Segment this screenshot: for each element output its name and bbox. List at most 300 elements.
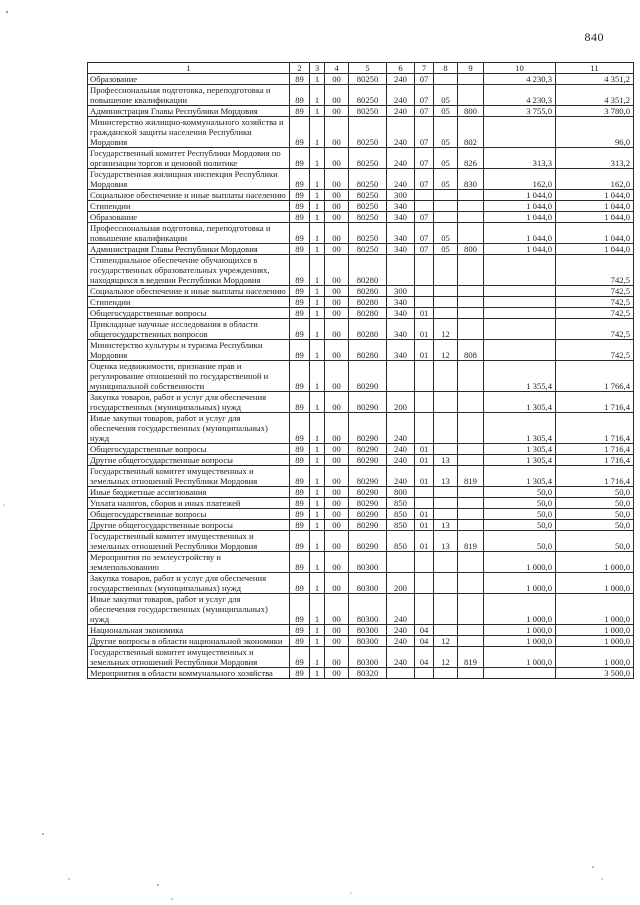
table-cell: 240 [387, 594, 415, 625]
table-cell: 05 [434, 85, 458, 106]
table-cell [484, 308, 556, 319]
table-cell: 00 [325, 573, 349, 594]
table-cell [458, 594, 484, 625]
table-cell: 50,0 [484, 509, 556, 520]
table-cell: 1 000,0 [556, 636, 634, 647]
row-name-cell: Профессиональная подготовка, переподготовка и повышение квалификации [88, 223, 290, 244]
table-cell: 1 [310, 625, 325, 636]
table-cell: 1 [310, 636, 325, 647]
table-cell: 162,0 [556, 169, 634, 190]
table-cell [387, 255, 415, 286]
table-cell: 1 000,0 [484, 647, 556, 668]
table-cell: 4 230,3 [484, 85, 556, 106]
table-cell: 89 [290, 668, 310, 679]
table-cell: 1 044,0 [556, 201, 634, 212]
table-cell [458, 286, 484, 297]
row-name-cell: Администрация Главы Республики Мордовия [88, 244, 290, 255]
table-cell: 1 000,0 [484, 552, 556, 573]
table-cell: 00 [325, 552, 349, 573]
table-cell [387, 668, 415, 679]
table-row [88, 308, 634, 319]
table-cell: 89 [290, 190, 310, 201]
table-cell: 00 [325, 444, 349, 455]
table-cell [434, 552, 458, 573]
table-cell [458, 74, 484, 85]
table-cell: 313,3 [484, 148, 556, 169]
table-cell: 850 [387, 498, 415, 509]
table-cell: 89 [290, 647, 310, 668]
table-row [88, 625, 634, 636]
table-cell: 1 [310, 319, 325, 340]
table-cell: 50,0 [484, 531, 556, 552]
table-cell: 1 000,0 [556, 594, 634, 625]
table-row [88, 361, 634, 392]
table-cell: 05 [434, 117, 458, 148]
table-cell: 80320 [349, 668, 387, 679]
table-cell: 80250 [349, 201, 387, 212]
table-cell: 00 [325, 466, 349, 487]
table-row [88, 201, 634, 212]
table-cell: 1 044,0 [556, 190, 634, 201]
table-cell: 01 [415, 455, 434, 466]
table-cell: 1 [310, 531, 325, 552]
table-cell [458, 297, 484, 308]
table-cell: 89 [290, 552, 310, 573]
table-row [88, 106, 634, 117]
row-name-cell: Другие общегосударственные вопросы [88, 455, 290, 466]
table-cell: 240 [387, 625, 415, 636]
table-row [88, 74, 634, 85]
table-cell: 240 [387, 117, 415, 148]
table-cell: 12 [434, 636, 458, 647]
table-cell: 00 [325, 668, 349, 679]
row-name-cell: Другие вопросы в области национальной экономики [88, 636, 290, 647]
row-name-cell: Иные закупки товаров, работ и услуг для обеспечения государственных (муниципальных) нужд [88, 413, 290, 444]
table-cell: 240 [387, 74, 415, 85]
row-name-cell: Иные закупки товаров, работ и услуг для обеспечения государственных (муниципальных) нужд [88, 594, 290, 625]
row-name-cell: Общегосударственные вопросы [88, 509, 290, 520]
table-cell [415, 361, 434, 392]
table-cell: 00 [325, 361, 349, 392]
table-cell: 340 [387, 297, 415, 308]
table-cell: 1 000,0 [484, 594, 556, 625]
row-name-cell: Государственный комитет имущественных и земельных отношений Республики Мордовия [88, 647, 290, 668]
table-cell: 800 [387, 487, 415, 498]
table-cell: 12 [434, 647, 458, 668]
table-cell: 01 [415, 509, 434, 520]
table-cell: 1 716,4 [556, 413, 634, 444]
table-cell: 819 [458, 647, 484, 668]
table-row [88, 392, 634, 413]
table-cell: 1 716,4 [556, 392, 634, 413]
table-cell [458, 573, 484, 594]
table-cell [434, 413, 458, 444]
table-cell: 1 716,4 [556, 466, 634, 487]
page-number: 840 [584, 30, 604, 44]
table-cell: 80290 [349, 413, 387, 444]
table-cell: 00 [325, 190, 349, 201]
row-name-cell: Стипендии [88, 201, 290, 212]
table-row [88, 85, 634, 106]
table-cell: 00 [325, 212, 349, 223]
table-cell: 89 [290, 223, 310, 244]
table-cell [458, 444, 484, 455]
table-row [88, 212, 634, 223]
table-cell: 80300 [349, 594, 387, 625]
table-cell [458, 636, 484, 647]
row-name-cell: Стипендиальное обеспечение обучающихся в государственных образовательных учреждениях, находящихся в ведении Республики Мордовия [88, 255, 290, 286]
table-cell: 89 [290, 297, 310, 308]
table-cell: 80250 [349, 169, 387, 190]
table-cell: 89 [290, 361, 310, 392]
table-cell: 1 [310, 552, 325, 573]
table-row [88, 487, 634, 498]
table-cell: 80290 [349, 487, 387, 498]
row-name-cell: Другие общегосударственные вопросы [88, 520, 290, 531]
table-cell: 819 [458, 531, 484, 552]
table-cell: 50,0 [484, 487, 556, 498]
table-cell: 1 [310, 201, 325, 212]
column-number: 8 [434, 63, 458, 74]
table-cell: 313,2 [556, 148, 634, 169]
table-cell: 00 [325, 487, 349, 498]
table-cell: 1 000,0 [556, 573, 634, 594]
table-cell: 80250 [349, 74, 387, 85]
table-cell: 05 [434, 169, 458, 190]
table-cell: 07 [415, 74, 434, 85]
table-cell: 00 [325, 255, 349, 286]
table-row [88, 647, 634, 668]
table-cell: 1 [310, 190, 325, 201]
table-cell: 04 [415, 625, 434, 636]
table-cell: 1 044,0 [556, 223, 634, 244]
table-cell: 89 [290, 520, 310, 531]
table-cell: 4 230,3 [484, 74, 556, 85]
table-cell: 04 [415, 647, 434, 668]
table-cell: 01 [415, 319, 434, 340]
table-cell: 808 [458, 340, 484, 361]
table-row [88, 286, 634, 297]
table-cell: 80250 [349, 148, 387, 169]
table-cell: 07 [415, 244, 434, 255]
table-cell: 826 [458, 148, 484, 169]
table-cell: 240 [387, 455, 415, 466]
table-cell [484, 255, 556, 286]
table-cell: 80280 [349, 319, 387, 340]
table-cell: 05 [434, 148, 458, 169]
table-cell: 07 [415, 106, 434, 117]
column-number-row [88, 63, 634, 74]
table-cell [415, 201, 434, 212]
table-cell [415, 487, 434, 498]
table-cell: 1 [310, 340, 325, 361]
table-cell [458, 85, 484, 106]
table-cell: 340 [387, 244, 415, 255]
table-cell [415, 594, 434, 625]
table-cell: 89 [290, 413, 310, 444]
table-cell: 89 [290, 117, 310, 148]
table-cell [458, 668, 484, 679]
table-cell: 1 305,4 [484, 413, 556, 444]
table-cell: 05 [434, 244, 458, 255]
table-cell: 1 [310, 308, 325, 319]
table-cell [434, 190, 458, 201]
table-cell: 742,5 [556, 297, 634, 308]
row-name-cell: Прикладные научные исследования в области общегосударственных вопросов [88, 319, 290, 340]
table-cell: 00 [325, 498, 349, 509]
table-cell: 1 [310, 647, 325, 668]
table-cell: 01 [415, 340, 434, 361]
table-cell: 1 [310, 244, 325, 255]
table-cell [434, 487, 458, 498]
table-cell [434, 201, 458, 212]
table-cell: 340 [387, 319, 415, 340]
table-cell: 80280 [349, 340, 387, 361]
table-cell: 1 [310, 487, 325, 498]
table-cell: 89 [290, 319, 310, 340]
table-cell: 1 [310, 413, 325, 444]
table-cell: 802 [458, 117, 484, 148]
table-cell: 00 [325, 520, 349, 531]
table-cell: 00 [325, 509, 349, 520]
table-cell [458, 455, 484, 466]
table-cell: 80250 [349, 223, 387, 244]
table-cell: 89 [290, 625, 310, 636]
table-cell [387, 361, 415, 392]
table-cell: 1 000,0 [484, 625, 556, 636]
table-cell: 00 [325, 636, 349, 647]
table-cell: 300 [387, 190, 415, 201]
table-cell: 240 [387, 636, 415, 647]
table-cell: 89 [290, 212, 310, 223]
table-cell: 80290 [349, 498, 387, 509]
table-cell: 80250 [349, 212, 387, 223]
table-cell: 80290 [349, 531, 387, 552]
table-cell: 1 [310, 255, 325, 286]
table-cell: 850 [387, 531, 415, 552]
column-number: 5 [349, 63, 387, 74]
table-cell: 240 [387, 169, 415, 190]
table-cell [458, 487, 484, 498]
table-cell: 05 [434, 223, 458, 244]
table-cell: 1 [310, 286, 325, 297]
table-cell [484, 286, 556, 297]
row-name-cell: Министерство жилищно-коммунального хозяйства и гражданской защиты населения Республики Мордовия [88, 117, 290, 148]
table-row [88, 455, 634, 466]
table-cell: 89 [290, 509, 310, 520]
table-cell: 50,0 [556, 531, 634, 552]
table-cell: 80290 [349, 361, 387, 392]
table-cell: 89 [290, 498, 310, 509]
row-name-cell: Государственный комитет имущественных и земельных отношений Республики Мордовия [88, 466, 290, 487]
row-name-cell: Общегосударственные вопросы [88, 308, 290, 319]
table-cell: 340 [387, 212, 415, 223]
table-row [88, 297, 634, 308]
table-row [88, 520, 634, 531]
table-row [88, 340, 634, 361]
table-cell [458, 361, 484, 392]
table-cell: 07 [415, 169, 434, 190]
table-cell [434, 361, 458, 392]
table-cell: 742,5 [556, 319, 634, 340]
table-cell [434, 444, 458, 455]
row-name-cell: Общегосударственные вопросы [88, 444, 290, 455]
table-cell: 240 [387, 106, 415, 117]
table-cell: 00 [325, 594, 349, 625]
table-cell [458, 201, 484, 212]
table-cell [434, 297, 458, 308]
table-cell [415, 286, 434, 297]
table-cell [434, 509, 458, 520]
table-cell: 4 351,2 [556, 85, 634, 106]
table-cell: 80300 [349, 636, 387, 647]
table-cell: 80250 [349, 117, 387, 148]
table-cell [434, 255, 458, 286]
table-cell: 800 [458, 244, 484, 255]
table-row [88, 668, 634, 679]
row-name-cell: Государственная жилищная инспекция Республики Мордовия [88, 169, 290, 190]
table-cell: 89 [290, 286, 310, 297]
table-cell: 3 500,0 [556, 668, 634, 679]
table-cell: 00 [325, 286, 349, 297]
table-cell: 80290 [349, 392, 387, 413]
table-cell: 819 [458, 466, 484, 487]
table-cell: 800 [458, 106, 484, 117]
table-cell: 340 [387, 308, 415, 319]
table-cell: 13 [434, 455, 458, 466]
table-cell: 89 [290, 636, 310, 647]
table-cell: 80290 [349, 509, 387, 520]
table-cell: 89 [290, 255, 310, 286]
table-cell [415, 573, 434, 594]
table-cell [458, 498, 484, 509]
table-row [88, 244, 634, 255]
table-cell [484, 117, 556, 148]
table-cell: 1 305,4 [484, 392, 556, 413]
table-cell: 80300 [349, 625, 387, 636]
table-cell: 00 [325, 319, 349, 340]
table-row [88, 319, 634, 340]
table-cell: 89 [290, 487, 310, 498]
table-cell: 1 [310, 117, 325, 148]
row-name-cell: Социальное обеспечение и иные выплаты населению [88, 190, 290, 201]
table-row [88, 413, 634, 444]
column-number: 9 [458, 63, 484, 74]
row-name-cell: Государственный комитет Республики Мордовия по организации торгов и ценовой политике [88, 148, 290, 169]
table-cell: 80290 [349, 466, 387, 487]
table-cell: 00 [325, 117, 349, 148]
column-number: 2 [290, 63, 310, 74]
table-cell: 240 [387, 444, 415, 455]
table-cell: 850 [387, 509, 415, 520]
table-row [88, 148, 634, 169]
table-cell: 01 [415, 444, 434, 455]
table-cell: 1 [310, 223, 325, 244]
table-cell: 200 [387, 392, 415, 413]
table-cell [387, 552, 415, 573]
table-cell: 80250 [349, 190, 387, 201]
table-row [88, 466, 634, 487]
table-cell: 13 [434, 520, 458, 531]
table-cell: 00 [325, 308, 349, 319]
table-cell [484, 319, 556, 340]
table-cell [458, 509, 484, 520]
table-cell: 13 [434, 531, 458, 552]
table-cell: 96,0 [556, 117, 634, 148]
table-cell: 07 [415, 148, 434, 169]
table-cell: 1 305,4 [484, 455, 556, 466]
table-cell: 89 [290, 444, 310, 455]
column-number: 3 [310, 63, 325, 74]
table-cell: 89 [290, 244, 310, 255]
table-row [88, 117, 634, 148]
table-cell [434, 212, 458, 223]
table-cell: 1 305,4 [484, 444, 556, 455]
table-cell: 00 [325, 625, 349, 636]
table-body [88, 74, 634, 679]
table-cell: 1 [310, 392, 325, 413]
table-cell: 00 [325, 244, 349, 255]
table-cell: 50,0 [556, 498, 634, 509]
table-cell [434, 308, 458, 319]
table-cell: 240 [387, 413, 415, 444]
table-row [88, 444, 634, 455]
table-cell: 1 [310, 509, 325, 520]
column-number: 11 [556, 63, 634, 74]
table-cell: 850 [387, 520, 415, 531]
table-cell: 89 [290, 85, 310, 106]
table-cell: 80250 [349, 244, 387, 255]
table-cell: 1 [310, 498, 325, 509]
column-number: 4 [325, 63, 349, 74]
row-name-cell: Образование [88, 74, 290, 85]
table-cell: 50,0 [484, 520, 556, 531]
table-cell: 340 [387, 340, 415, 361]
table-cell: 00 [325, 340, 349, 361]
table-cell: 1 [310, 444, 325, 455]
table-cell: 742,5 [556, 286, 634, 297]
table-cell: 00 [325, 74, 349, 85]
table-cell: 13 [434, 466, 458, 487]
table-cell: 1 000,0 [484, 573, 556, 594]
table-cell [415, 552, 434, 573]
table-cell: 1 [310, 106, 325, 117]
table-cell: 89 [290, 106, 310, 117]
table-cell: 01 [415, 520, 434, 531]
table-cell: 12 [434, 340, 458, 361]
row-name-cell: Уплата налогов, сборов и иных платежей [88, 498, 290, 509]
table-row [88, 223, 634, 244]
table-row [88, 531, 634, 552]
table-cell: 200 [387, 573, 415, 594]
table-cell: 1 [310, 520, 325, 531]
table-cell: 240 [387, 148, 415, 169]
row-name-cell: Национальная экономика [88, 625, 290, 636]
table-cell: 01 [415, 466, 434, 487]
table-cell: 07 [415, 85, 434, 106]
table-cell: 89 [290, 308, 310, 319]
table-cell: 00 [325, 531, 349, 552]
table-cell: 1 000,0 [556, 552, 634, 573]
table-cell: 89 [290, 531, 310, 552]
table-cell: 1 [310, 212, 325, 223]
row-name-cell: Образование [88, 212, 290, 223]
row-name-cell: Администрация Главы Республики Мордовия [88, 106, 290, 117]
table-cell: 1 000,0 [484, 636, 556, 647]
table-cell: 89 [290, 573, 310, 594]
row-name-cell: Стипендии [88, 297, 290, 308]
table-cell: 1 [310, 297, 325, 308]
